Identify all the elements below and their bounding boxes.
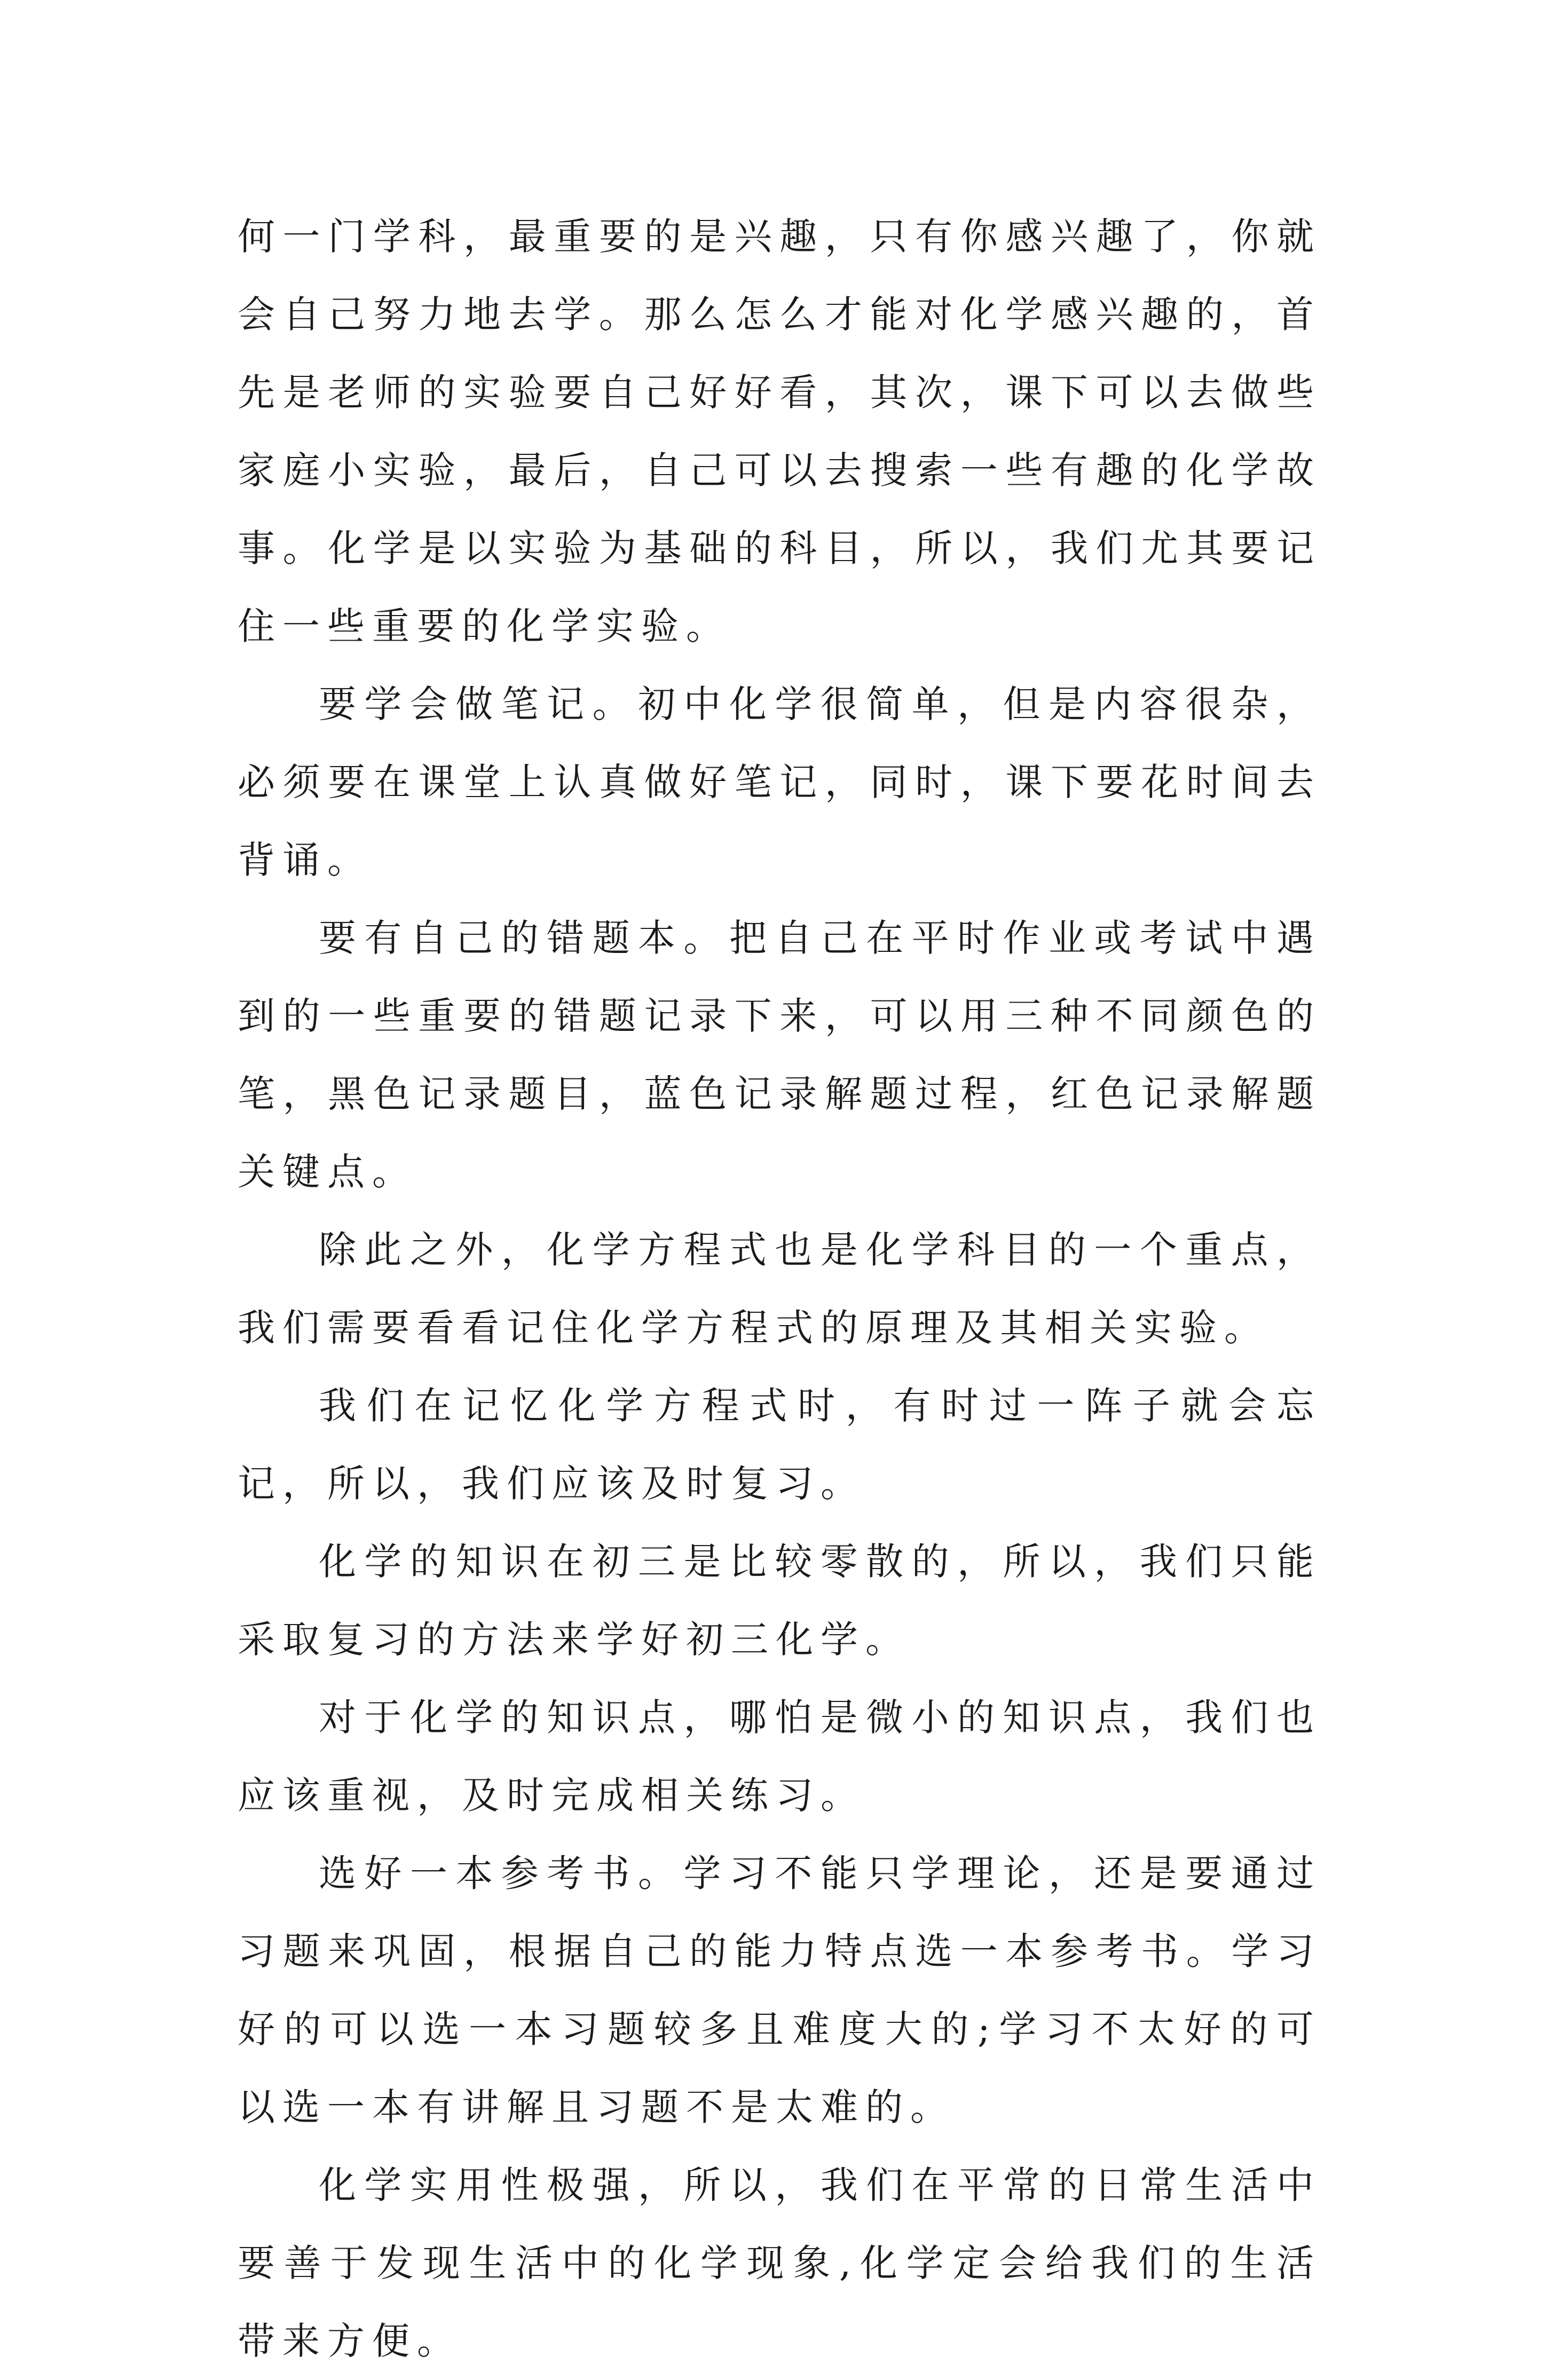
paragraph-continuation: 何一门学科，最重要的是兴趣，只有你感兴趣了，你就会自己努力地去学。那么怎么才能对化学感兴趣的，首先是老师的实验要自己好好看，其次，课下可以去做些家庭小实验，最后，自己可以去搜索一些有趣的化学故事。化学是以实验为基础的科目，所以，我们尤其要记住一些重要的化学实验。 [238, 215, 1321, 648]
paragraph: 选好一本参考书。学习不能只学理论，还是要通过习题来巩固，根据自己的能力特点选一本参考书。学习好的可以选一本习题较多且难度大的;学习不太好的可以选一本有讲解且习题不是太难的。 [238, 1851, 1321, 2129]
paragraph: 除此之外，化学方程式也是化学科目的一个重点，我们需要看看记住化学方程式的原理及其相关实验。 [238, 1228, 1321, 1350]
paragraph: 要有自己的错题本。把自己在平时作业或考试中遇到的一些重要的错题记录下来，可以用三种不同颜色的笔，黑色记录题目，蓝色记录解题过程，红色记录解题关键点。 [238, 916, 1321, 1194]
paragraph: 化学实用性极强，所以，我们在平常的日常生活中要善于发现生活中的化学现象,化学定会给我们的生活带来方便。 [238, 2163, 1321, 2363]
paragraph: 化学的知识在初三是比较零散的，所以，我们只能采取复习的方法来学好初三化学。 [238, 1540, 1321, 1661]
paragraph: 要学会做笔记。初中化学很简单，但是内容很杂，必须要在课堂上认真做好笔记，同时，课下要花时间去背诵。 [238, 682, 1321, 882]
paragraph: 我们在记忆化学方程式时，有时过一阵子就会忘记，所以，我们应该及时复习。 [238, 1384, 1321, 1506]
paragraph: 对于化学的知识点，哪怕是微小的知识点，我们也应该重视，及时完成相关练习。 [238, 1696, 1321, 1817]
document-body [238, 198, 1321, 2380]
